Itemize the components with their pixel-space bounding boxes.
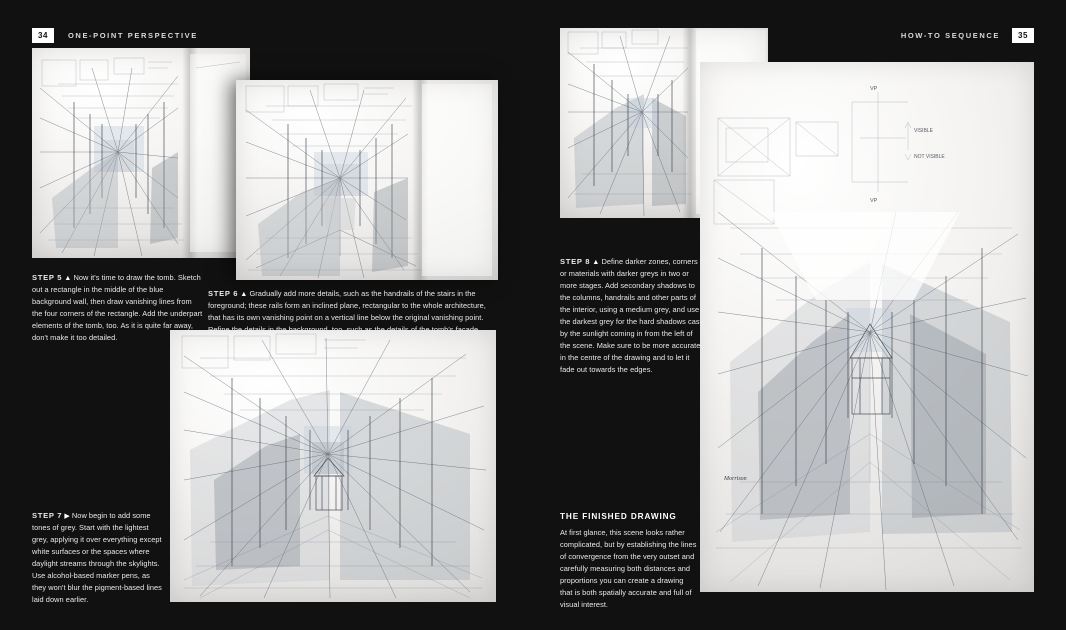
caption-finished-drawing [560,510,698,611]
caption-step6-text: Gradually add more details, such as the handrails of the stairs in the foreground; these rails form an inclined plane, rectangular to the whole architecture, that has its own vanishing point on a vertical line below the original vanishing point. Refine the details in the background, too, such as the details of the tomb's facade. [208,289,486,335]
perspective-linework [170,330,496,602]
photo-step6 [236,80,498,280]
running-head-left: ONE-POINT PERSPECTIVE [68,31,198,40]
caption-step8 [560,256,704,376]
annotation-vp-bottom: VP [870,198,878,204]
caption-step8-marker: ▲ [592,259,600,266]
photo-step5 [32,48,250,258]
caption-step7-text: Now begin to add some tones of grey. Start with the lightest grey, applying it over everything except white surfaces or the spaces where daylight streams through the skylights. Use alcohol-based marker pens, as they won't blur the pigment-based lines laid down earlier. [32,511,162,605]
caption-step8-text: Define darker zones, corners or materials with darker greys in two or more stages. Add secondary shadows to the columns, handrails and other parts of the interior, using a medium grey, and use the darkest grey for the hard shadows cast by the sunlight coming in from the left of the scene. Make sure to be more accurate in the centre of the drawing and to let it fade out towards the edges. [560,257,702,375]
caption-step5-text: Now it's time to draw the tomb. Sketch out a rectangle in the middle of the blue background wall, then draw vanishing lines from the four corners of the rectangle. Add the underpart elements of the tomb, too. As it is quite far away, don't make it too detailed. [32,273,203,343]
annotation-not-visible: NOT VISIBLE [914,154,945,160]
annotation-signature: Morrison [724,476,747,482]
finished-drawing-heading: THE FINISHED DRAWING [560,512,677,521]
folio-left: 34 [32,28,54,43]
caption-step6-label: STEP 6 [208,289,239,298]
finished-drawing-text: At first glance, this scene looks rather complicated, but by establishing the lines of convergence from the very outset and carefully measuring both distances and proportions you can create a drawing that is both spatially accurate and full of visual interest. [560,528,697,610]
caption-step5-marker: ▲ [64,275,72,282]
photo-finished-drawing [700,62,1034,592]
caption-step6-marker: ▲ [240,291,248,298]
photo-step7 [170,330,496,602]
caption-step6 [208,288,496,336]
caption-step7-marker: ▶ [64,513,70,520]
perspective-linework [32,48,250,258]
folio-right: 35 [1012,28,1034,43]
caption-step8-label: STEP 8 [560,257,591,266]
perspective-linework [700,62,1034,592]
caption-step7 [32,510,162,606]
caption-step5 [32,272,204,344]
perspective-linework [236,80,498,280]
caption-step7-label: STEP 7 [32,511,63,520]
annotation-visible: VISIBLE [914,128,933,134]
caption-step5-label: STEP 5 [32,273,63,282]
running-head-right: HOW-TO SEQUENCE [900,31,1000,40]
annotation-vp-top: VP [870,86,878,92]
